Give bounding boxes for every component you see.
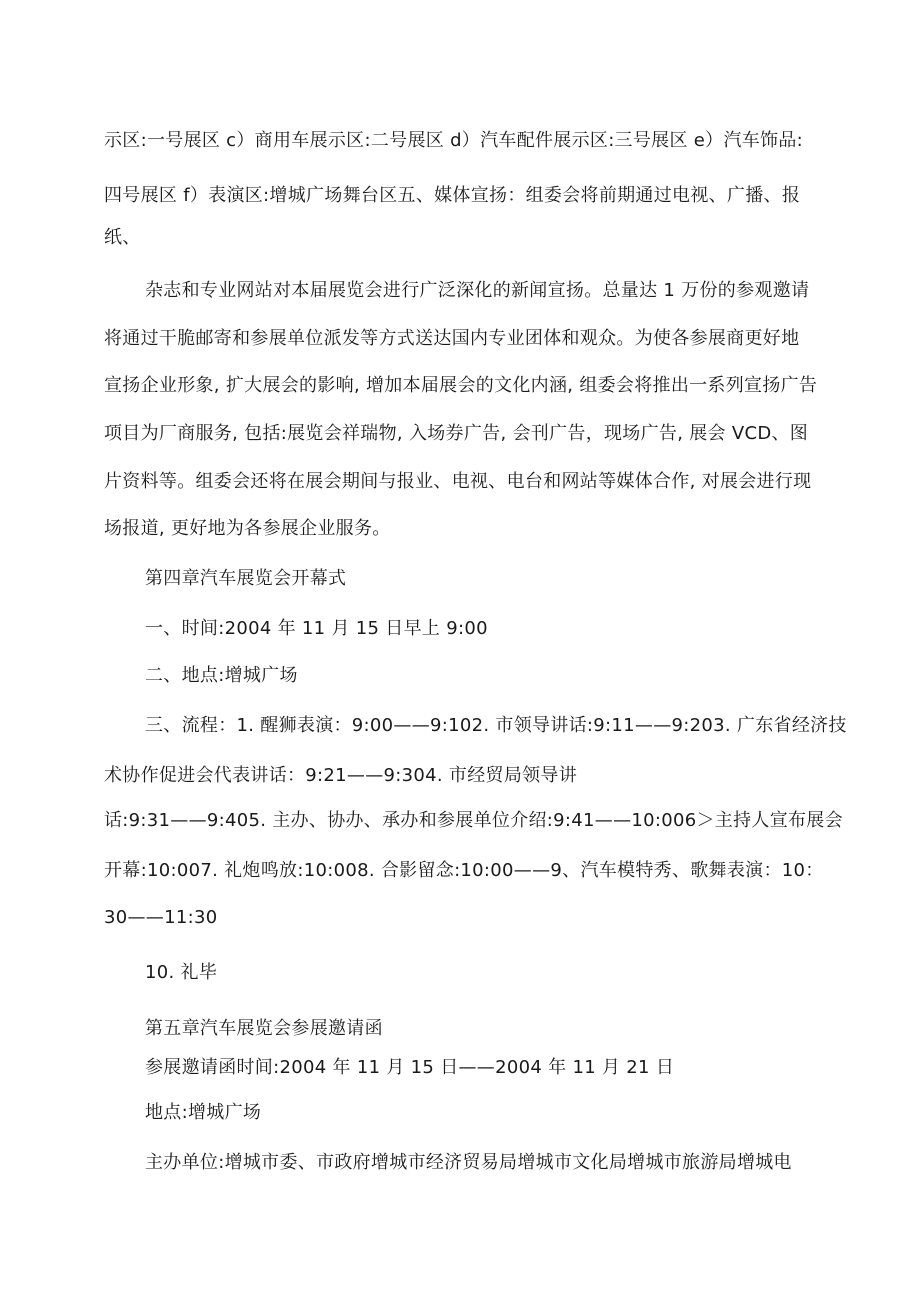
text-line: 宣扬企业形象, 扩大展会的影响, 增加本届展会的文化内涵, 组委会将推出一系列宣扬广告: [104, 375, 818, 396]
text-line: 三、流程：1. 醒狮表演：9:00——9:102. 市领导讲话:9:11——9:203. 广东省经济技: [145, 715, 847, 736]
text-line: 片资料等。组委会还将在展会期间与报业、电视、电台和网站等媒体合作, 对展会进行现: [104, 471, 812, 492]
text-line: 一、时间:2004 年 11 月 15 日早上 9:00: [145, 618, 488, 639]
text-line: 话:9:31——9:405. 主办、协办、承办和参展单位介绍:9:41——10:006＞主持人宣布展会: [104, 810, 843, 831]
text-line: 10. 礼毕: [145, 962, 218, 983]
text-line: 场报道, 更好地为各参展企业服务。: [104, 518, 391, 539]
text-line: 术协作促进会代表讲话：9:21——9:304. 市经贸局领导讲: [104, 765, 578, 786]
text-line: 主办单位:增城市委、市政府增城市经济贸易局增城市文化局增城市旅游局增城电: [145, 1152, 792, 1173]
text-line: 示区:一号展区 c）商用车展示区:二号展区 d）汽车配件展示区:三号展区 e）汽车饰品:: [104, 130, 804, 151]
text-line: 项目为厂商服务, 包括:展览会祥瑞物, 入场券广告, 会刊广告，现场广告, 展会 VCD、图: [104, 423, 809, 444]
text-line: 纸、: [104, 227, 141, 248]
chapter-heading: 第四章汽车展览会开幕式: [145, 568, 347, 589]
text-line: 四号展区 f）表演区:增城广场舞台区五、媒体宣扬：组委会将前期通过电视、广播、报: [104, 185, 801, 206]
text-line: 地点:增城广场: [145, 1102, 262, 1123]
text-line: 30——11:30: [104, 907, 218, 928]
text-line: 参展邀请函时间:2004 年 11 月 15 日——2004 年 11 月 21 日: [145, 1057, 675, 1078]
chapter-heading: 第五章汽车展览会参展邀请函: [145, 1018, 383, 1039]
text-line: 开幕:10:007. 礼炮鸣放:10:008. 合影留念:10:00——9、汽车模特秀、歌舞表演：10：: [104, 860, 824, 881]
text-line: 二、地点:增城广场: [145, 665, 298, 686]
text-line: 将通过干脆邮寄和参展单位派发等方式送达国内专业团体和观众。为使各参展商更好地: [104, 328, 800, 349]
text-line: 杂志和专业网站对本届展览会进行广泛深化的新闻宣扬。总量达 1 万份的参观邀请: [145, 280, 810, 301]
